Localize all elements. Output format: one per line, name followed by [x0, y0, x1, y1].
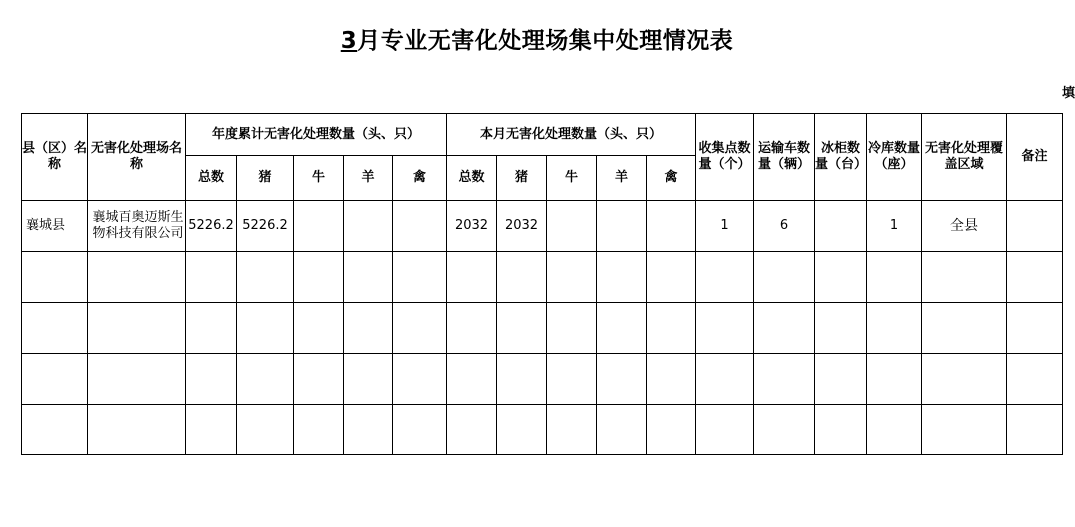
cell-remarks — [1007, 201, 1063, 252]
header-month-pig: 猪 — [497, 156, 547, 201]
header-freezers: 冰柜数量（台） — [815, 114, 867, 201]
header-month-sheep: 羊 — [597, 156, 647, 201]
cell-month-poultry — [647, 201, 696, 252]
header-annual-poultry: 禽 — [393, 156, 447, 201]
cell-county: 襄城县 — [22, 201, 88, 252]
cell-facility: 襄城百奥迈斯生物科技有限公司 — [88, 201, 186, 252]
cell-month-total: 2032 — [447, 201, 497, 252]
header-month-poultry: 禽 — [647, 156, 696, 201]
header-annual-pig: 猪 — [237, 156, 294, 201]
cell-month-sheep — [597, 201, 647, 252]
header-annual-cattle: 牛 — [294, 156, 344, 201]
table-row-empty — [22, 405, 1063, 455]
table-row-empty — [22, 354, 1063, 405]
cell-month-pig: 2032 — [497, 201, 547, 252]
cell-month-cattle — [547, 201, 597, 252]
page-title — [0, 22, 1074, 55]
table-row-empty — [22, 252, 1063, 303]
cell-collection-points: 1 — [696, 201, 754, 252]
header-cold-storage: 冷库数量（座） — [867, 114, 922, 201]
header-collection-points: 收集点数量（个） — [696, 114, 754, 201]
cell-transport-vehicles: 6 — [754, 201, 815, 252]
cut-off-label: 填 — [1062, 86, 1075, 101]
header-coverage: 无害化处理覆盖区域 — [922, 114, 1007, 201]
header-transport-vehicles: 运输车数量（辆） — [754, 114, 815, 201]
cell-annual-cattle — [294, 201, 344, 252]
cell-annual-sheep — [344, 201, 393, 252]
table-row — [22, 201, 1063, 252]
header-remarks: 备注 — [1007, 114, 1063, 201]
header-annual-total: 总数 — [186, 156, 237, 201]
cell-freezers — [815, 201, 867, 252]
header-monthly-group: 本月无害化处理数量（头、只） — [447, 114, 696, 156]
cell-annual-total: 5226.2 — [186, 201, 237, 252]
header-annual-sheep: 羊 — [344, 156, 393, 201]
cell-annual-pig: 5226.2 — [237, 201, 294, 252]
cell-annual-poultry — [393, 201, 447, 252]
header-month-cattle: 牛 — [547, 156, 597, 201]
title-month: 3 — [340, 28, 358, 54]
header-month-total: 总数 — [447, 156, 497, 201]
title-text: 月专业无害化处理场集中处理情况表 — [357, 28, 734, 54]
cell-cold-storage: 1 — [867, 201, 922, 252]
header-county: 县（区）名称 — [22, 114, 88, 201]
table-row-empty — [22, 303, 1063, 354]
header-facility: 无害化处理场名称 — [88, 114, 186, 201]
header-annual-group: 年度累计无害化处理数量（头、只） — [186, 114, 447, 156]
report-table — [21, 113, 1063, 455]
cell-coverage: 全县 — [922, 201, 1007, 252]
